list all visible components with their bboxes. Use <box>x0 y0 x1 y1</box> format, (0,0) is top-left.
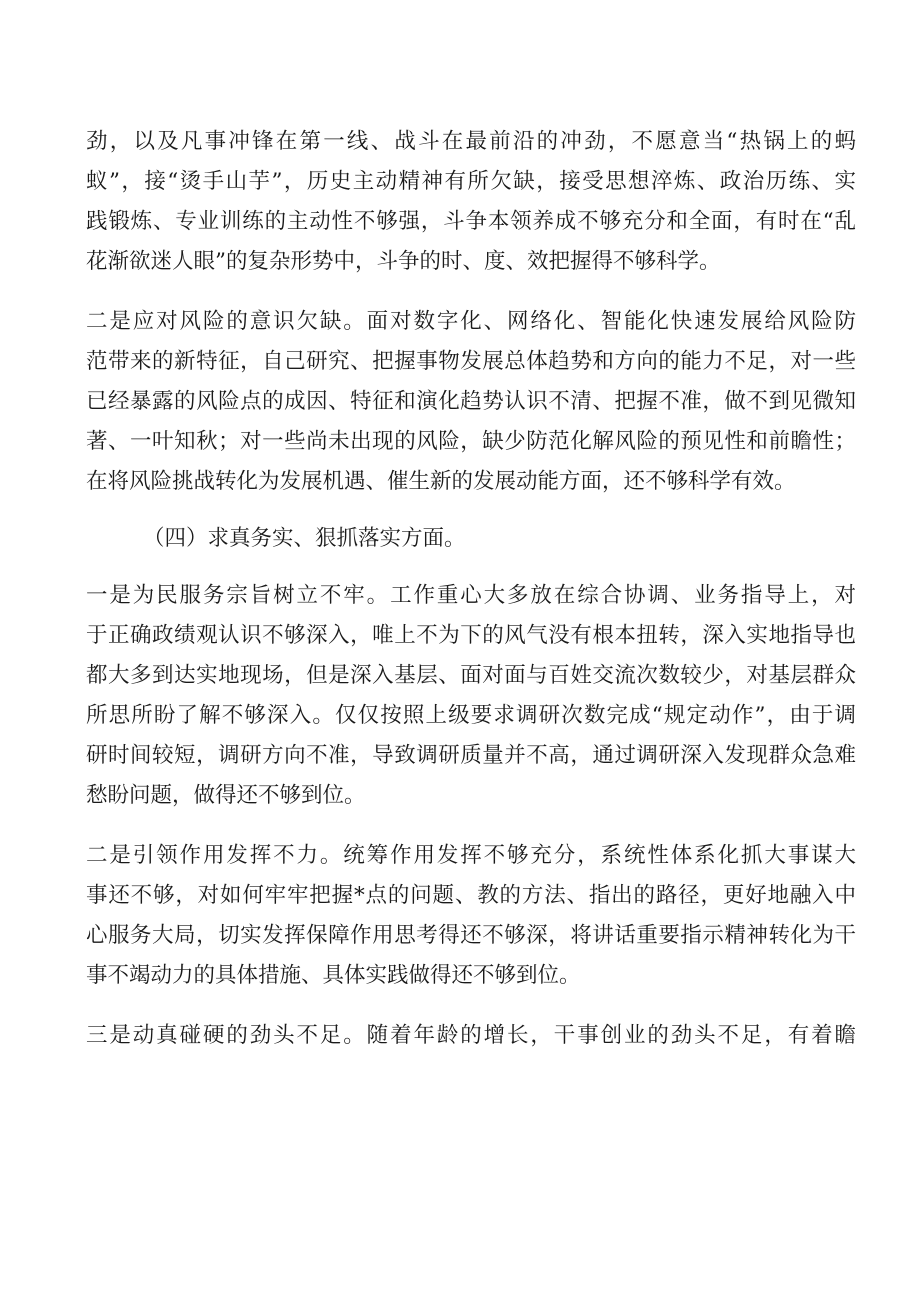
text-line: 一是为民服务宗旨树立不牢。工作重心大多放在综合协调、业务指导上，对 <box>86 583 856 608</box>
text-line: 事还不够，对如何牢牢把握*点的问题、教的方法、指出的路径，更好地融入中 <box>86 883 856 908</box>
section-heading-text: （四）求真务实、狠抓落实方面。 <box>143 526 466 551</box>
text-line: 蚁”，接“烫手山芋”，历史主动精神有所欠缺，接受思想淬炼、政治历练、实 <box>86 169 856 194</box>
text-line: 在将风险挑战转化为发展机遇、催生新的发展动能方面，还不够科学有效。 <box>86 469 796 494</box>
text-line: 三是动真碰硬的劲头不足。随着年龄的增长，干事创业的劲头不足，有着瞻 <box>86 1023 856 1048</box>
document-body <box>86 122 856 1056</box>
paragraph-2 <box>86 302 856 502</box>
text-line: 都大多到达实地现场，但是深入基层、面对面与百姓交流次数较少，对基层群众 <box>86 663 856 688</box>
paragraph-3 <box>86 576 856 816</box>
text-line: 劲，以及凡事冲锋在第一线、战斗在最前沿的冲劲，不愿意当“热锅上的蚂 <box>86 129 856 154</box>
text-line: 践锻炼、专业训练的主动性不够强，斗争本领养成不够充分和全面，有时在“乱 <box>86 209 856 234</box>
text-line: 于正确政绩观认识不够深入，唯上不为下的风气没有根本扭转，深入实地指导也 <box>86 623 856 648</box>
text-line: 愁盼问题，做得还不够到位。 <box>86 783 366 808</box>
text-line: 所思所盼了解不够深入。仅仅按照上级要求调研次数完成“规定动作”，由于调 <box>86 703 856 728</box>
paragraph-1 <box>86 122 856 282</box>
text-line: 范带来的新特征，自己研究、把握事物发展总体趋势和方向的能力不足，对一些 <box>86 349 856 374</box>
paragraph-4 <box>86 836 856 996</box>
text-line: 心服务大局，切实发挥保障作用思考得还不够深，将讲话重要指示精神转化为干 <box>86 923 856 948</box>
section-heading <box>86 519 856 559</box>
paragraph-5 <box>86 1016 856 1056</box>
text-line: 著、一叶知秋；对一些尚未出现的风险，缺少防范化解风险的预见性和前瞻性； <box>86 429 856 454</box>
text-line: 已经暴露的风险点的成因、特征和演化趋势认识不清、把握不准，做不到见微知 <box>86 389 856 414</box>
text-line: 事不竭动力的具体措施、具体实践做得还不够到位。 <box>86 963 581 988</box>
text-line: 二是引领作用发挥不力。统筹作用发挥不够充分，系统性体系化抓大事谋大 <box>86 843 856 868</box>
text-line: 二是应对风险的意识欠缺。面对数字化、网络化、智能化快速发展给风险防 <box>86 309 856 334</box>
text-line: 研时间较短，调研方向不准，导致调研质量并不高，通过调研深入发现群众急难 <box>86 743 856 768</box>
text-line: 花渐欲迷人眼”的复杂形势中，斗争的时、度、效把握得不够科学。 <box>86 249 721 274</box>
